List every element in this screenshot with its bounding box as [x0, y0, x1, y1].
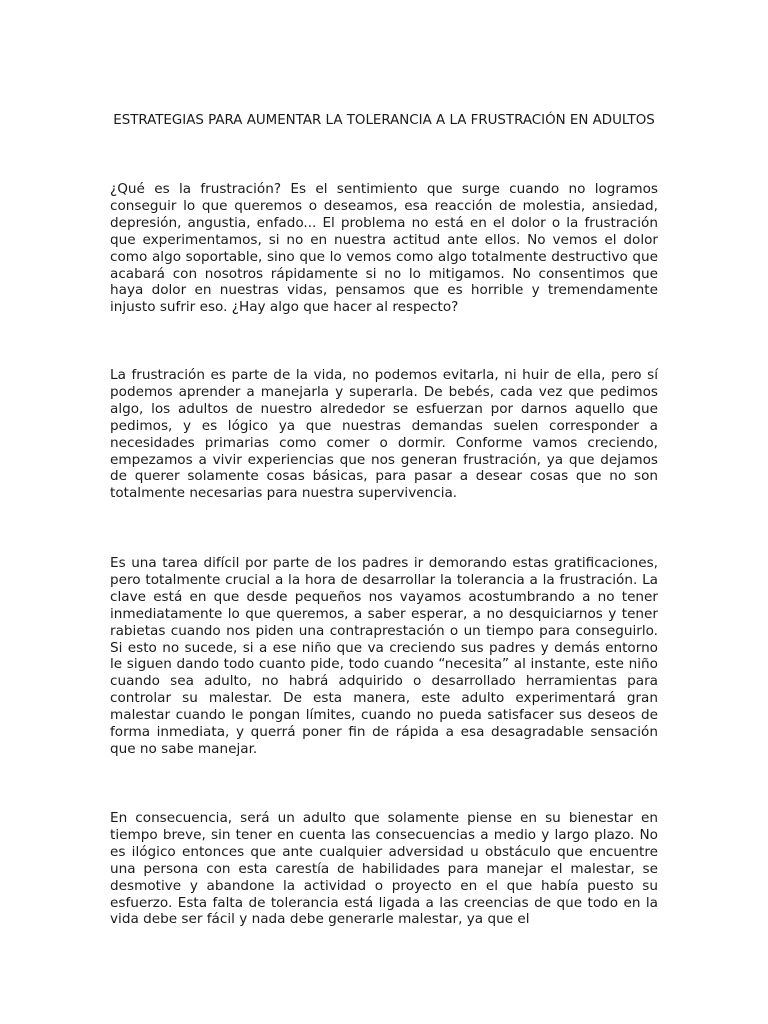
paragraph-4: En consecuencia, será un adulto que solamente piense en su bienestar en tiempo breve, sin tener en cuenta las consecuencias a medio y largo plazo. No es ilógico entonces que ante cualquier adversidad u obstáculo que encuentre una persona con esta carestía de habilidades para manejar el malestar, se desmotive y abandone la actividad o proyecto en el que había puesto su esfuerzo. Esta falta de tolerancia está ligada a las creencias de que todo en la vida debe ser fácil y nada debe generarle malestar, ya que el	[110, 810, 658, 928]
paragraph-2: La frustración es parte de la vida, no podemos evitarla, ni huir de ella, pero sí podemos aprender a manejarla y superarla. De bebés, cada vez que pedimos algo, los adultos de nuestro alrededor se esfuerzan por darnos aquello que pedimos, y es lógico ya que nuestras demandas suelen corresponder a necesidades primarias como comer o dormir. Conforme vamos creciendo, empezamos a vivir experiencias que nos generan frustración, ya que dejamos de querer solamente cosas básicas, para pasar a desear cosas que no son totalmente necesarias para nuestra supervivencia.	[110, 367, 658, 502]
paragraph-3: Es una tarea difícil por parte de los padres ir demorando estas gratificaciones, pero totalmente crucial a la hora de desarrollar la tolerancia a la frustración. La clave está en que desde pequeños nos vayamos acostumbrando a no tener inmediatamente lo que queremos, a saber esperar, a no desquiciarnos y tener rabietas cuando nos piden una contraprestación o un tiempo para conseguirlo. Si esto no sucede, si a ese niño que va creciendo sus padres y demás entorno le siguen dando todo cuanto pide, todo cuando “necesita” al instante, este niño cuando sea adulto, no habrá adquirido o desarrollado herramientas para controlar su malestar. De esta manera, este adulto experimentará gran malestar cuando le pongan límites, cuando no pueda satisfacer sus deseos de forma inmediata, y querrá poner fin de rápida a esa desagradable sensación que no sabe manejar.	[110, 555, 658, 757]
paragraph-1: ¿Qué es la frustración? Es el sentimiento que surge cuando no logramos conseguir lo que queremos o deseamos, esa reacción de molestia, ansiedad, depresión, angustia, enfado... El problema no está en el dolor o la frustración que experimentamos, si no en nuestra actitud ante ellos. No vemos el dolor como algo soportable, sino que lo vemos como algo totalmente destructivo que acabará con nosotros rápidamente si no lo mitigamos. No consentimos que haya dolor en nuestras vidas, pensamos que es horrible y tremendamente injusto sufrir eso. ¿Hay algo que hacer al respecto?	[110, 181, 658, 316]
document-title: ESTRATEGIAS PARA AUMENTAR LA TOLERANCIA A LA FRUSTRACIÓN EN ADULTOS	[113, 113, 655, 128]
